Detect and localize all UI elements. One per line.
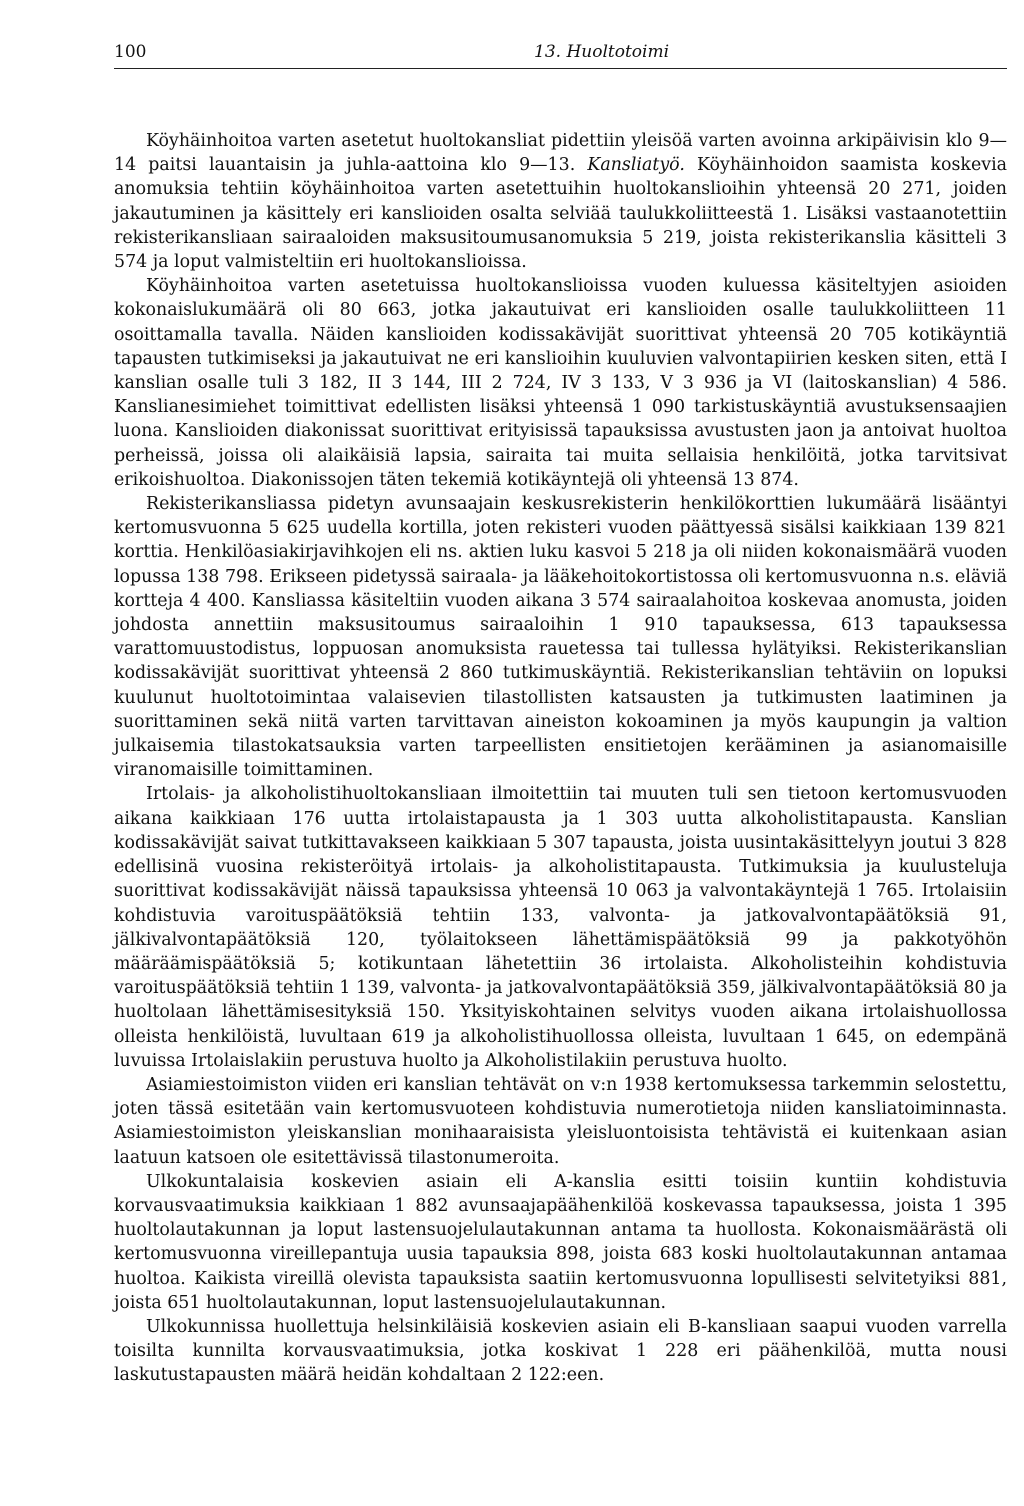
- document-page: [114, 40, 1007, 1388]
- paragraph-text: Köyhäinhoidon saamista koskevia anomuksia tehtiin köyhäinhoitoa varten asetettuihin huoltokanslioihin yhteensä 20 271, joiden jakautuminen ja käsittely eri kanslioiden osalta selviää taulukkoliitteestä 1. Lisäksi vastaanotettiin rekisterikansliaan sairaaloiden maksusitoumusanomuksia 5 219, joista rekisterikanslia käsitteli 3 574 ja loput valmisteltiin eri huoltokanslioissa.: [114, 155, 1008, 273]
- paragraph: [114, 1170, 1007, 1315]
- running-header: [114, 40, 1007, 69]
- paragraph-text: Köyhäinhoitoa varten asetetuissa huoltokanslioissa vuoden kuluessa käsiteltyjen asioiden kokonaislukumäärä oli 80 663, jotka jakautuivat eri kanslioiden osalle taulukkoliitteen 11 osoittamalla tavalla. Näiden kanslioiden kodissakävijät suorittivat yhteensä 20 705 kotikäyntiä tapausten tutkimiseksi ja jakautuivat ne eri kanslioihin kuuluvien valvontapiirien kesken siten, että I kanslian osalle tuli 3 182, II 3 144, III 2 724, IV 3 133, V 3 936 ja VI (laitoskanslian) 4 586. Kanslianesimiehet toimittivat edellisten lisäksi yhteensä 1 090 tarkistuskäyntiä avustuksensaajien luona. Kanslioiden diakonissat suorittivat erityisissä tapauksissa avustusten jaon ja antoivat huoltoa perheissä, joissa oli alaikäisiä lapsia, sairaita tai muita sellaisia henkilöitä, jotka tarvitsivat erikoishuoltoa. Diakonissojen täten tekemiä kotikäyntejä oli yhteensä 13 874.: [114, 276, 1007, 490]
- paragraph: [114, 1073, 1007, 1170]
- italic-heading: Kansliatyö.: [587, 155, 685, 176]
- paragraph-text: Ulkokuntalaisia koskevien asiain eli A-kanslia esitti toisiin kuntiin kohdistuvia korvausvaatimuksia kaikkiaan 1 882 avunsaajapäähenkilöä koskevassa tapauksessa, joista 1 395 huoltolautakunnan ja loput lastensuojelulautakunnan antama ta huollosta. Kokonaismäärästä oli kertomusvuonna vireillepantuja uusia tapauksia 898, joista 683 koski huoltolautakunnan antamaa huoltoa. Kaikista vireillä olevista tapauksista saatiin kertomusvuonna lopullisesti selvitetyiksi 881, joista 651 huoltolautakunnan, loput lastensuojelulautakunnan.: [114, 1171, 1007, 1313]
- body-text: [114, 129, 1007, 1388]
- paragraph: [114, 129, 1007, 274]
- paragraph-text: Ulkokunnissa huollettuja helsinkiläisiä koskevien asiain eli B-kansliaan saapui vuoden varrella toisilta kunnilta korvausvaatimuksia, jotka koskivat 1 228 eri päähenkilöä, mutta nousi laskutustapausten määrä heidän kohdaltaan 2 122:een.: [114, 1316, 1007, 1386]
- paragraph-text: Rekisterikansliassa pidetyn avunsaajain keskusrekisterin henkilökorttien lukumäärä lisääntyi kertomusvuonna 5 625 uudella kortilla, joten rekisteri vuoden päättyessä sisälsi kaikkiaan 139 821 korttia. Henkilöasiakirjavihkojen eli ns. aktien luku kasvoi 5 218 ja oli niiden kokonaismäärä vuoden lopussa 138 798. Erikseen pidetyssä sairaala- ja lääkehoitokortistossa oli kertomusvuonna n.s. eläviä kortteja 4 400. Kansliassa käsiteltiin vuoden aikana 3 574 sairaalahoitoa koskevaa anomusta, joiden johdosta annettiin maksusitoumus sairaaloihin 1 910 tapauksessa, 613 tapauksessa varattomuustodistus, loppuosan anomuksista rauetessa tai tullessa hylätyiksi. Rekisterikanslian kodissakävijät suorittivat yhteensä 2 860 tutkimuskäyntiä. Rekisterikanslian tehtäviin on lopuksi kuulunut huoltotoimintaa valaisevien tilastollisten katsausten ja tutkimusten laatiminen ja suorittaminen sekä niitä varten tarvittavan aineiston kokoaminen ja myös kaupungin ja valtion julkaisemia tilastokatsauksia varten tarpeellisten ensitietojen kerääminen ja asianomaisille viranomaisille toimittaminen.: [114, 494, 1007, 781]
- paragraph: [114, 1315, 1007, 1388]
- paragraph: [114, 782, 1007, 1072]
- paragraph: [114, 274, 1007, 492]
- section-title: 13. Huoltotoimi: [534, 42, 670, 62]
- paragraph: [114, 492, 1007, 782]
- page-number: 100: [114, 42, 147, 62]
- paragraph-text: Asiamiestoimiston viiden eri kanslian tehtävät on v:n 1938 kertomuksessa tarkemmin selostettu, joten tässä esitetään vain kertomusvuoteen kohdistuvia numerotietoja niiden kansliatoiminnasta. Asiamiestoimiston yleiskanslian monihaaraisista yleisluontoisista tehtävistä ei kuitenkaan asian laatuun katsoen ole esitettävissä tilastonumeroita.: [114, 1074, 1007, 1168]
- paragraph-text: Irtolais- ja alkoholistihuoltokansliaan ilmoitettiin tai muuten tuli sen tietoon kertomusvuoden aikana kaikkiaan 176 uutta irtolaistapausta ja 1 303 uutta alkoholistitapausta. Kanslian kodissakävijät saivat tutkittavakseen kaikkiaan 5 307 tapausta, joista uusintakäsittelyyn joutui 3 828 edellisinä vuosina rekisteröityä irtolais- ja alkoholistitapausta. Tutkimuksia ja kuulusteluja suorittivat kodissakävijät näissä tapauksissa yhteensä 10 063 ja valvontakäyntejä 1 765. Irtolaisiin kohdistuvia varoituspäätöksiä tehtiin 133, valvonta- ja jatkovalvontapäätöksiä 91, jälkivalvontapäätöksiä 120, työlaitokseen lähettämispäätöksiä 99 ja pakkotyöhön määräämispäätöksiä 5; kotikuntaan lähetettiin 36 irtolaista. Alkoholisteihin kohdistuvia varoituspäätöksiä tehtiin 1 139, valvonta- ja jatkovalvontapäätöksiä 359, jälkivalvontapäätöksiä 80 ja huoltolaan lähettämisesityksiä 150. Yksityiskohtainen selvitys vuoden aikana irtolaishuollossa olleista henkilöistä, luvultaan 619 ja alkoholistihuollossa olleista, luvultaan 1 645, on edempänä luvuissa Irtolaislakiin perustuva huolto ja Alkoholistilakiin perustuva huolto.: [114, 784, 1007, 1071]
- paragraph-lead: Köyhäinhoitoa varten asetetut huoltokansliat pidettiin yleisöä varten avoinna arkipäivisin klo 9—14 paitsi lauantaisin ja juhla-aattoina klo 9—13.: [114, 131, 1007, 176]
